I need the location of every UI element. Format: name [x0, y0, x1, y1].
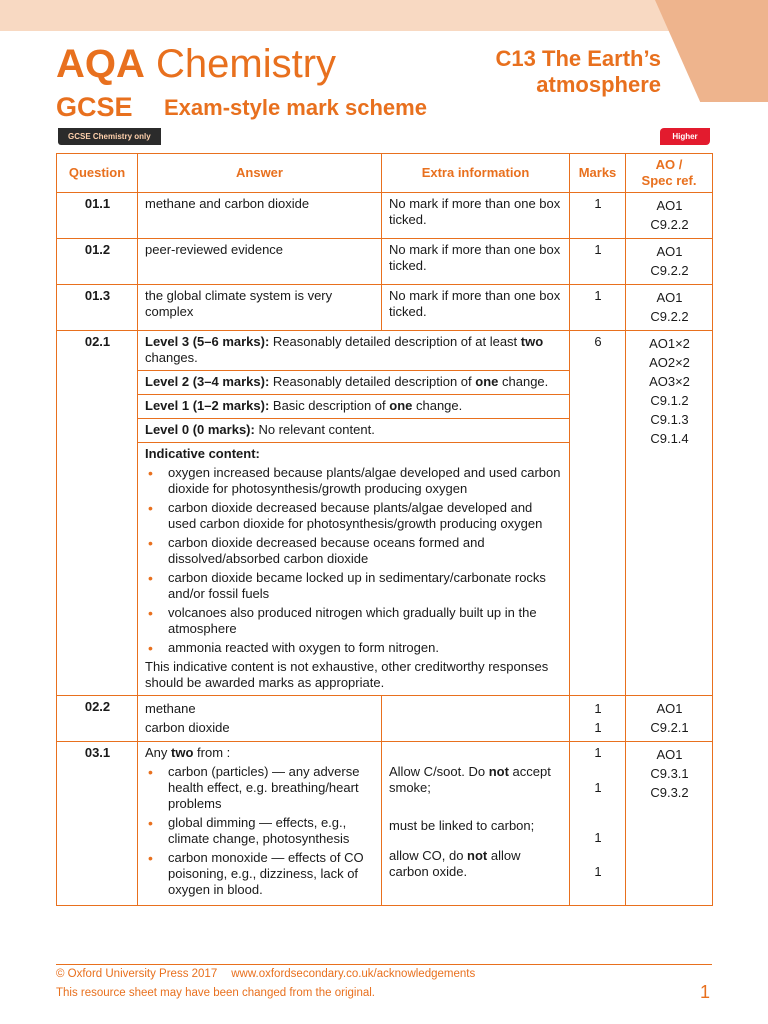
- list-item: • carbon dioxide became locked up in sedimentary/carbonate rocks and/or fossil fuels: [145, 570, 563, 602]
- level-1-descriptor: [138, 395, 570, 419]
- spec-ref: C9.2.2: [650, 263, 689, 278]
- header-question: Question: [57, 154, 138, 193]
- extra-info-cell: [382, 742, 570, 906]
- list-item: • carbon dioxide decreased because plants/algae developed and used carbon dioxide for photosynthesis/growth producing oxygen: [145, 500, 563, 532]
- ao-ref: AO2×2: [649, 355, 690, 370]
- question-number: 02.1: [57, 331, 138, 696]
- level-label: Level 2 (3–4 marks):: [145, 374, 270, 389]
- header-ao: [626, 154, 713, 193]
- table-row: [57, 285, 713, 331]
- level-3-descriptor: [138, 331, 570, 371]
- spec-ref: C9.3.1: [650, 766, 689, 781]
- list-item: • oxygen increased because plants/algae developed and used carbon dioxide for photosynthesis/growth producing oxygen: [145, 465, 563, 497]
- extra-emphasis: not: [467, 848, 488, 863]
- spec-ref: C9.3.2: [650, 785, 689, 800]
- table-header-row: [57, 154, 713, 193]
- unit-title-line2: atmosphere: [536, 72, 661, 97]
- level-text: No relevant content.: [254, 422, 375, 437]
- spec-ref: C9.2.2: [650, 309, 689, 324]
- level-text: change.: [498, 374, 549, 389]
- level-emphasis: one: [389, 398, 413, 413]
- list-item: • volcanoes also produced nitrogen which gradually built up in the atmosphere: [145, 605, 563, 637]
- extra-note: [389, 764, 563, 796]
- list-item: • global dimming — effects, e.g., climate change, photosynthesis: [145, 815, 375, 847]
- ao-cell: [626, 742, 713, 906]
- mark-value: 1: [594, 864, 602, 879]
- list-item: • ammonia reacted with oxygen to form nitrogen.: [145, 640, 563, 656]
- intro-text: from :: [193, 745, 231, 760]
- header-extra: Extra information: [382, 154, 570, 193]
- brand-subject: Chemistry: [156, 42, 337, 86]
- unit-title-line1: C13 The Earth’s: [495, 46, 661, 71]
- brand-aqa: AQA: [56, 42, 145, 86]
- document-subtitle: Exam-style mark scheme: [164, 95, 427, 120]
- marks-cell: [570, 742, 626, 906]
- footer-disclaimer: This resource sheet may have been changed from the original.: [56, 987, 375, 999]
- ao-ref: AO1: [656, 244, 683, 259]
- answer-intro: [145, 745, 375, 761]
- extra-text: Allow C/soot. Do: [389, 764, 489, 779]
- intro-text: Any: [145, 745, 172, 760]
- level-emphasis: one: [475, 374, 499, 389]
- level-2-descriptor: [138, 371, 570, 395]
- mark-value: 1: [594, 780, 602, 795]
- level-0-descriptor: [138, 419, 570, 443]
- extra-info-cell: [382, 696, 570, 742]
- level-text: change.: [412, 398, 463, 413]
- unit-title: [441, 46, 661, 98]
- answer-cell: [138, 696, 382, 742]
- header-answer: Answer: [138, 154, 382, 193]
- ao-ref: AO1×2: [649, 336, 690, 351]
- answer-cell: the global climate system is very complex: [138, 285, 382, 331]
- question-number: 01.2: [57, 239, 138, 285]
- acknowledgements-link[interactable]: www.oxfordsecondary.co.uk/acknowledgements: [231, 968, 476, 980]
- table-row: [57, 239, 713, 285]
- answer-cell: methane and carbon dioxide: [138, 193, 382, 239]
- extra-info-cell: No mark if more than one box ticked.: [382, 193, 570, 239]
- extra-info-cell: No mark if more than one box ticked.: [382, 239, 570, 285]
- table-row: [57, 742, 713, 906]
- extra-emphasis: not: [488, 764, 509, 779]
- ao-cell: [626, 696, 713, 742]
- mark-value: 1: [594, 701, 602, 716]
- extra-text: allow carbon oxide.: [389, 848, 521, 879]
- header-ao-line1: AO /: [655, 157, 683, 172]
- level-text: Reasonably detailed description of: [269, 374, 476, 389]
- list-item: • carbon (particles) — any adverse health effect, e.g. breathing/heart problems: [145, 764, 375, 812]
- extra-text: accept smoke;: [389, 764, 551, 795]
- footer-divider: [56, 964, 712, 965]
- extra-note: must be linked to carbon;: [389, 818, 535, 833]
- indicative-content: [138, 443, 570, 696]
- mark-value: 1: [594, 830, 602, 845]
- level-label: GCSE: [56, 92, 133, 122]
- answer-list: [145, 764, 375, 898]
- extra-info-cell: No mark if more than one box ticked.: [382, 285, 570, 331]
- page-number: 1: [699, 982, 710, 1002]
- level-text: Reasonably detailed description of at least: [269, 334, 521, 349]
- ao-cell: [626, 331, 713, 696]
- mark-value: 1: [594, 720, 602, 735]
- extra-note: [389, 848, 563, 880]
- spec-ref: C9.1.2: [650, 393, 689, 408]
- indicative-note: This indicative content is not exhaustive, other creditworthy responses should be awarded marks as appropriate.: [145, 659, 549, 690]
- level-label: Level 1 (1–2 marks):: [145, 398, 270, 413]
- marks-cell: 1: [570, 285, 626, 331]
- copyright-text: © Oxford University Press 2017: [56, 968, 218, 980]
- marks-cell: [570, 696, 626, 742]
- spec-ref: C9.1.3: [650, 412, 689, 427]
- spec-ref: C9.2.1: [650, 720, 689, 735]
- header-marks: Marks: [570, 154, 626, 193]
- list-item: • carbon monoxide — effects of CO poisoning, e.g., dizziness, lack of oxygen in blood.: [145, 850, 375, 898]
- level-text: changes.: [145, 350, 198, 365]
- extra-text: allow CO, do: [389, 848, 468, 863]
- level-emphasis: two: [520, 334, 544, 349]
- corner-decoration: [655, 0, 768, 102]
- mark-scheme-table: [56, 153, 713, 906]
- ao-cell: [626, 193, 713, 239]
- header-ao-line2: Spec ref.: [641, 173, 697, 188]
- table-row: [57, 696, 713, 742]
- indicative-list: [145, 465, 563, 656]
- ao-ref: AO1: [656, 198, 683, 213]
- ao-ref: AO1: [656, 290, 683, 305]
- indicative-heading: Indicative content:: [145, 446, 260, 461]
- list-item: • carbon dioxide decreased because oceans formed and dissolved/absorbed carbon dioxide: [145, 535, 563, 567]
- question-number: 01.1: [57, 193, 138, 239]
- level-text: Basic description of: [269, 398, 390, 413]
- footer-copyright-line: [56, 968, 475, 980]
- mark-value: 1: [594, 745, 602, 760]
- ao-ref: AO1: [656, 701, 683, 716]
- ao-ref: AO3×2: [649, 374, 690, 389]
- ao-cell: [626, 285, 713, 331]
- spec-ref: C9.2.2: [650, 217, 689, 232]
- answer-cell: [138, 742, 382, 906]
- level-label: Level 3 (5–6 marks):: [145, 334, 270, 349]
- answer-line: carbon dioxide: [145, 720, 230, 735]
- question-number: 03.1: [57, 742, 138, 906]
- question-number: 01.3: [57, 285, 138, 331]
- ao-ref: AO1: [656, 747, 683, 762]
- tier-badge: Higher: [660, 128, 710, 145]
- marks-cell: 1: [570, 239, 626, 285]
- answer-cell: peer-reviewed evidence: [138, 239, 382, 285]
- question-number: 02.2: [57, 696, 138, 742]
- course-badge: GCSE Chemistry only: [58, 128, 161, 145]
- marks-cell: 6: [570, 331, 626, 696]
- answer-line: methane: [145, 701, 196, 716]
- level-label: Level 0 (0 marks):: [145, 422, 255, 437]
- ao-cell: [626, 239, 713, 285]
- spec-ref: C9.1.4: [650, 431, 689, 446]
- table-row: [57, 193, 713, 239]
- brand-title: [56, 40, 336, 88]
- header-band: [0, 0, 768, 31]
- table-row: [57, 331, 713, 371]
- intro-emphasis: two: [171, 745, 194, 760]
- marks-cell: 1: [570, 193, 626, 239]
